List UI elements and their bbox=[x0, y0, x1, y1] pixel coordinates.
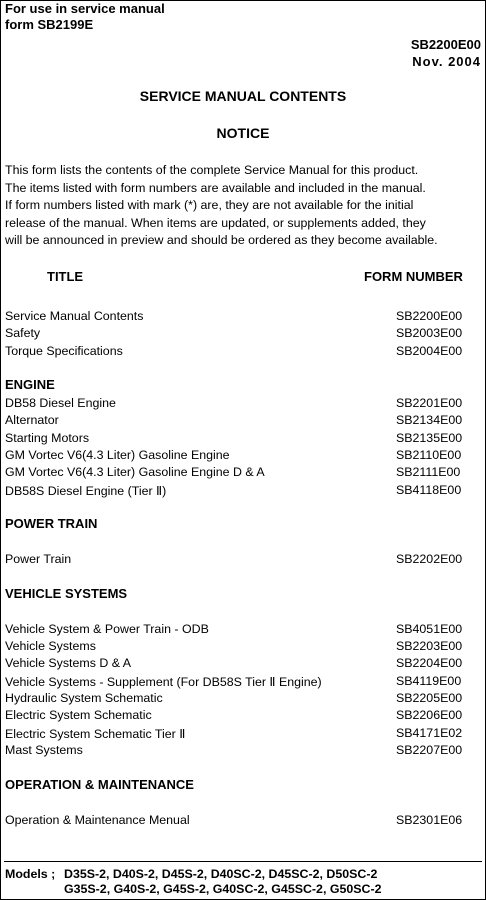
section-heading-operation-maintenance: OPERATION & MAINTENANCE bbox=[5, 777, 194, 792]
models-line-1: D35S-2, D40S-2, D45S-2, D40SC-2, D45SC-2, D50SC-2 bbox=[64, 867, 378, 881]
doc-date: Nov. 2004 bbox=[412, 54, 481, 69]
list-item: Torque Specifications bbox=[5, 344, 123, 358]
list-item: Service Manual Contents bbox=[5, 309, 144, 323]
list-item: Starting Motors bbox=[5, 431, 90, 445]
form-number: SB2111E00 bbox=[396, 465, 461, 479]
models-line-2: G35S-2, G40S-2, G45S-2, G40SC-2, G45SC-2, G50SC-2 bbox=[64, 882, 382, 896]
list-item: GM Vortec V6(4.3 Liter) Gasoline Engine D & A bbox=[5, 465, 265, 479]
list-item: Vehicle Systems - Supplement (For DB58S Tier Ⅱ Engine) bbox=[5, 675, 322, 689]
form-number: SB2003E00 bbox=[396, 326, 463, 340]
list-item: Hydraulic System Schematic bbox=[5, 691, 163, 705]
page-title: SERVICE MANUAL CONTENTS bbox=[139, 88, 347, 104]
list-item: Operation & Maintenance Menual bbox=[5, 813, 190, 827]
notice-line: will be announced in preview and should be ordered as they become available. bbox=[5, 233, 438, 247]
list-item: Vehicle Systems D & A bbox=[5, 656, 132, 670]
form-number: SB4119E00 bbox=[396, 674, 462, 688]
form-number: SB2134E00 bbox=[396, 413, 463, 427]
notice-heading: NOTICE bbox=[216, 125, 270, 141]
form-number: SB2203E00 bbox=[396, 639, 463, 653]
form-number: SB2206E00 bbox=[396, 708, 463, 722]
form-number: SB2202E00 bbox=[396, 552, 463, 566]
form-number: SB4051E00 bbox=[396, 622, 463, 636]
notice-line: If form numbers listed with mark (*) are, they are not available for the initial bbox=[5, 198, 414, 212]
list-item: Vehicle System & Power Train - ODB bbox=[5, 622, 209, 636]
list-item: Electric System Schematic Tier Ⅱ bbox=[5, 727, 186, 741]
models-label: Models ; bbox=[5, 867, 56, 881]
form-number: SB2204E00 bbox=[396, 656, 463, 670]
section-heading-engine: ENGINE bbox=[5, 377, 55, 392]
notice-line: This form lists the contents of the complete Service Manual for this product. bbox=[5, 163, 419, 177]
divider bbox=[4, 861, 482, 862]
list-item: Power Train bbox=[5, 552, 72, 566]
notice-line: release of the manual. When items are updated, or supplements added, they bbox=[5, 215, 426, 230]
column-header-form-number: FORM NUMBER bbox=[364, 269, 463, 284]
form-number: SB2207E00 bbox=[396, 743, 463, 757]
form-number: SB2200E00 bbox=[396, 309, 463, 323]
section-heading-power-train: POWER TRAIN bbox=[5, 516, 98, 531]
form-number: SB2004E00 bbox=[396, 344, 463, 358]
form-number: SB2201E00 bbox=[396, 396, 463, 410]
form-number: SB2301E06 bbox=[396, 813, 463, 827]
form-number: SB4118E00 bbox=[396, 483, 462, 497]
list-item: Alternator bbox=[5, 413, 59, 427]
section-heading-vehicle-systems: VEHICLE SYSTEMS bbox=[5, 586, 128, 601]
form-number: SB2205E00 bbox=[396, 691, 463, 705]
list-item: Safety bbox=[5, 326, 41, 340]
column-header-title: TITLE bbox=[47, 269, 84, 284]
form-number: SB2135E00 bbox=[396, 431, 463, 445]
header-line-1: For use in service manual bbox=[5, 1, 165, 16]
list-item: Electric System Schematic bbox=[5, 708, 152, 722]
form-number: SB2110E00 bbox=[396, 448, 462, 462]
form-number: SB4171E02 bbox=[396, 726, 463, 740]
list-item: DB58S Diesel Engine (Tier Ⅱ) bbox=[5, 484, 167, 498]
list-item: Vehicle Systems bbox=[5, 639, 96, 653]
list-item: GM Vortec V6(4.3 Liter) Gasoline Engine bbox=[5, 448, 230, 462]
doc-number: SB2200E00 bbox=[410, 37, 481, 52]
list-item: DB58 Diesel Engine bbox=[5, 396, 116, 410]
list-item: Mast Systems bbox=[5, 743, 83, 757]
notice-line: The items listed with form numbers are available and included in the manual. bbox=[5, 180, 426, 195]
header-line-2: form SB2199E bbox=[5, 17, 94, 32]
notice-text bbox=[5, 162, 438, 250]
